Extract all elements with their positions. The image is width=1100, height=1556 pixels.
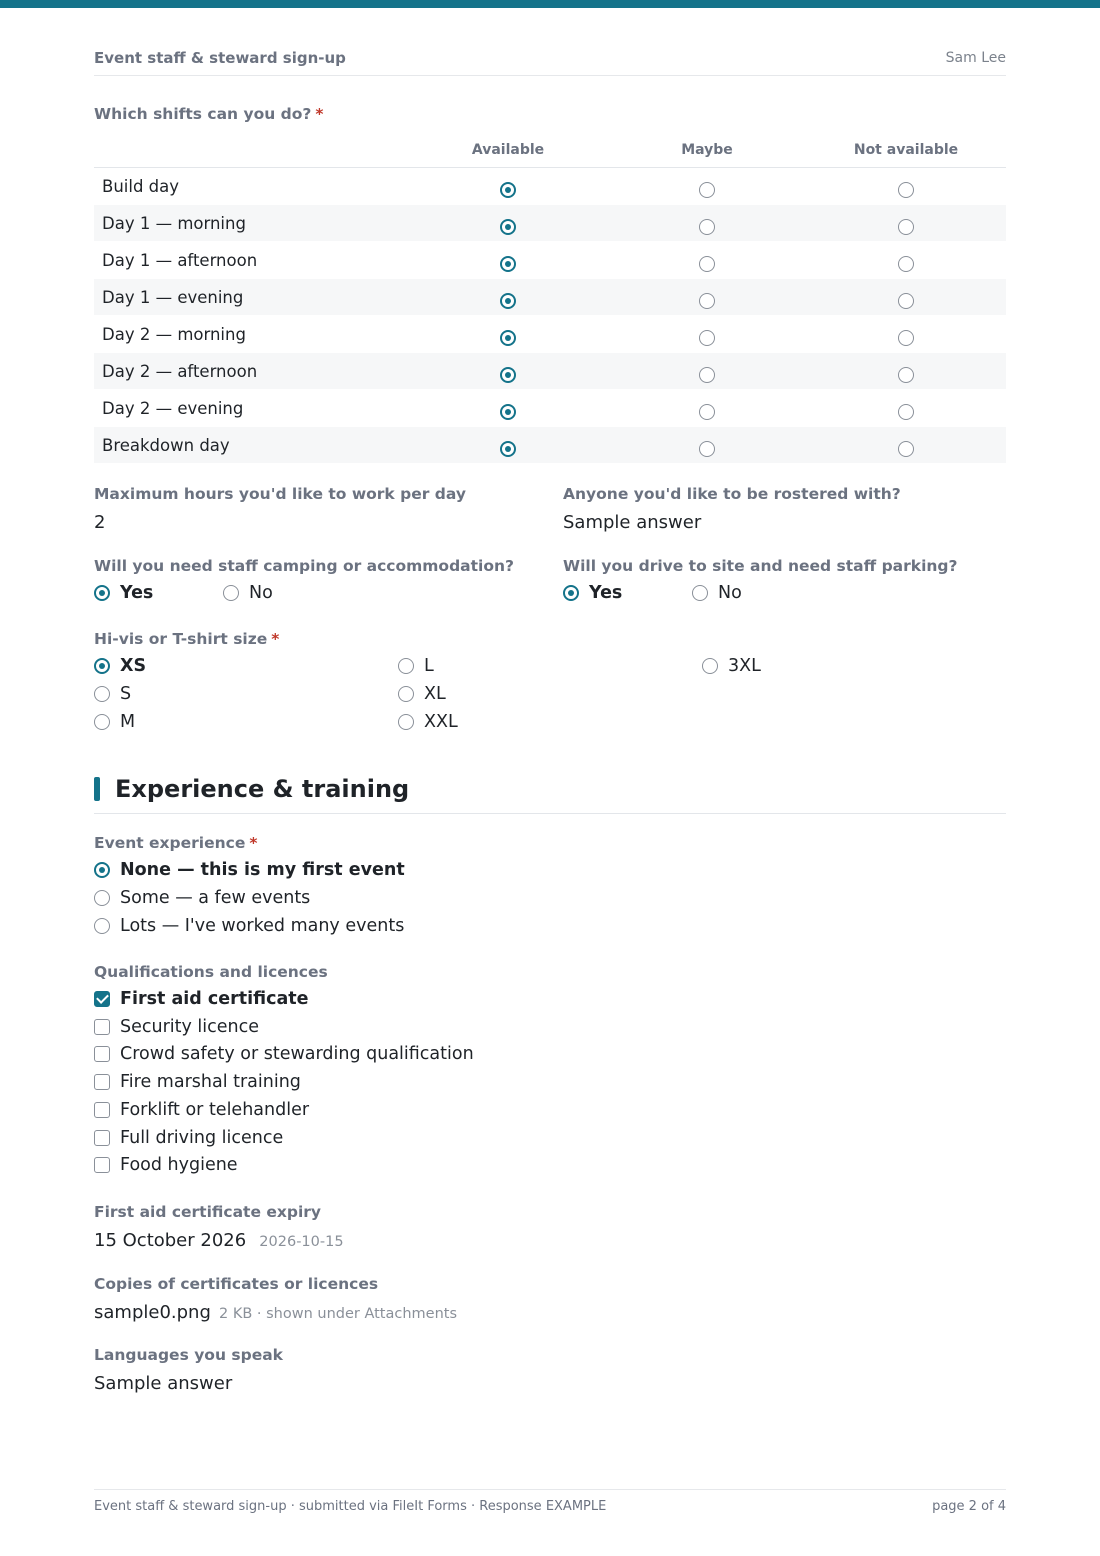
grid-cell — [500, 179, 516, 198]
radio-button[interactable] — [94, 585, 110, 601]
shirt-size-option-label: S — [120, 684, 132, 704]
grid-row-label: Day 2 — afternoon — [102, 362, 258, 381]
radio-button[interactable] — [500, 182, 516, 198]
shirt-size-option-label: M — [120, 712, 136, 732]
parking-option[interactable] — [563, 583, 622, 603]
accommodation-option[interactable] — [223, 583, 273, 603]
shirt-size-option-label: 3XL — [728, 656, 761, 676]
qualification-option-label: Full driving licence — [120, 1127, 284, 1148]
shirt-size-option-label: L — [424, 656, 434, 676]
grid-column-header: Available — [471, 142, 545, 158]
shirt-size-label-text: Hi-vis or T-shirt size — [94, 630, 268, 648]
qualification-option-label: Food hygiene — [120, 1155, 238, 1176]
rostered-with-label: Anyone you'd like to be rostered with? — [563, 485, 901, 503]
radio-button[interactable] — [500, 330, 516, 346]
shirt-size-option[interactable] — [398, 656, 434, 676]
radio-button[interactable] — [898, 293, 914, 309]
parking-label: Will you drive to site and need staff parking? — [563, 557, 958, 575]
section-title: Experience & training — [115, 775, 410, 803]
page-number: page 2 of 4 — [932, 1499, 1006, 1514]
qualification-option[interactable] — [94, 1128, 283, 1148]
grid-column-header: Maybe — [681, 142, 733, 158]
radio-button[interactable] — [898, 404, 914, 420]
grid-cell — [500, 216, 516, 235]
shirt-size-option[interactable] — [94, 712, 135, 732]
qualification-option[interactable] — [94, 989, 309, 1009]
grid-cell — [699, 327, 715, 346]
radio-button[interactable] — [94, 686, 110, 702]
attachment-meta: 2 KB · shown under Attachments — [218, 1306, 458, 1322]
radio-button[interactable] — [692, 585, 708, 601]
radio-button[interactable] — [94, 658, 110, 674]
checkbox[interactable] — [94, 1130, 110, 1146]
qualification-option[interactable] — [94, 1072, 301, 1092]
grid-cell — [500, 401, 516, 420]
grid-row — [94, 168, 1006, 205]
grid-cell — [699, 438, 715, 457]
grid-row — [94, 390, 1006, 427]
attachment-filename[interactable]: sample0.png — [94, 1302, 211, 1323]
qualification-option-label: Security licence — [120, 1016, 260, 1037]
max-hours-value: 2 — [94, 512, 106, 533]
page-header — [94, 46, 1006, 76]
experience-label — [94, 834, 257, 852]
grid-row-label: Day 1 — morning — [102, 214, 246, 233]
grid-cell — [898, 401, 914, 420]
radio-button[interactable] — [699, 330, 715, 346]
radio-button[interactable] — [500, 367, 516, 383]
grid-row-label: Build day — [102, 177, 180, 196]
radio-button[interactable] — [500, 404, 516, 420]
radio-button[interactable] — [94, 890, 110, 906]
radio-button[interactable] — [702, 658, 718, 674]
grid-row-label: Day 1 — afternoon — [102, 251, 258, 270]
grid-cell — [898, 216, 914, 235]
qualification-option-label: Forklift or telehandler — [120, 1099, 310, 1120]
experience-option-label: Some — a few events — [120, 888, 311, 908]
copies-label: Copies of certificates or licences — [94, 1275, 379, 1293]
grid-cell — [898, 364, 914, 383]
radio-button[interactable] — [898, 182, 914, 198]
radio-button[interactable] — [898, 256, 914, 272]
grid-cell — [699, 290, 715, 309]
footer-text: Event staff & steward sign-up · submitted via FileIt Forms · Response EXAMPLE — [94, 1499, 607, 1514]
required-mark: * — [271, 630, 280, 648]
grid-cell — [699, 179, 715, 198]
qualification-option[interactable] — [94, 1044, 474, 1064]
first-aid-expiry-iso: 2026-10-15 — [259, 1234, 344, 1250]
required-mark: * — [249, 834, 258, 852]
grid-cell — [699, 364, 715, 383]
radio-button[interactable] — [500, 441, 516, 457]
radio-button[interactable] — [500, 219, 516, 235]
shifts-grid-header — [94, 138, 1006, 168]
grid-cell — [898, 327, 914, 346]
radio-button[interactable] — [94, 918, 110, 934]
qualification-option[interactable] — [94, 1017, 259, 1037]
radio-button[interactable] — [94, 714, 110, 730]
grid-cell — [699, 253, 715, 272]
checkbox[interactable] — [94, 1157, 110, 1173]
radio-button[interactable] — [563, 585, 579, 601]
copies-answer — [94, 1302, 457, 1323]
page-footer — [94, 1489, 1006, 1519]
experience-option[interactable] — [94, 860, 405, 880]
languages-label: Languages you speak — [94, 1346, 283, 1364]
grid-cell — [699, 216, 715, 235]
radio-button[interactable] — [699, 367, 715, 383]
experience-option-label: Lots — I've worked many events — [120, 916, 405, 936]
radio-button[interactable] — [500, 256, 516, 272]
shirt-size-option-label: XXL — [424, 712, 458, 732]
radio-button[interactable] — [898, 219, 914, 235]
parking-option[interactable] — [692, 583, 742, 603]
accommodation-option[interactable] — [94, 583, 153, 603]
grid-row-label: Day 2 — evening — [102, 399, 244, 418]
form-title: Event staff & steward sign-up — [94, 49, 346, 67]
grid-cell — [898, 438, 914, 457]
grid-column-header: Not available — [853, 142, 959, 158]
accommodation-option-label: No — [249, 583, 273, 603]
grid-row-label: Day 1 — evening — [102, 288, 244, 307]
qualifications-label: Qualifications and licences — [94, 963, 328, 981]
grid-row-label: Day 2 — morning — [102, 325, 246, 344]
checkbox[interactable] — [94, 991, 110, 1007]
shifts-grid-rows — [94, 168, 1006, 464]
checkbox[interactable] — [94, 1046, 110, 1062]
parking-option-label: No — [718, 583, 742, 603]
radio-button[interactable] — [500, 293, 516, 309]
radio-button[interactable] — [94, 862, 110, 878]
grid-cell — [500, 253, 516, 272]
parking-option-label: Yes — [589, 583, 623, 603]
grid-cell — [898, 179, 914, 198]
radio-button[interactable] — [699, 441, 715, 457]
first-aid-expiry-label: First aid certificate expiry — [94, 1203, 322, 1221]
accommodation-option-label: Yes — [120, 583, 154, 603]
rostered-with-value: Sample answer — [563, 512, 702, 533]
first-aid-expiry-value: 15 October 2026 — [94, 1230, 247, 1251]
accommodation-label: Will you need staff camping or accommodation? — [94, 557, 515, 575]
experience-option[interactable] — [94, 888, 310, 908]
radio-button[interactable] — [699, 182, 715, 198]
shirt-size-option-label: XS — [120, 656, 147, 676]
radio-button[interactable] — [699, 219, 715, 235]
checkbox[interactable] — [94, 1019, 110, 1035]
radio-button[interactable] — [898, 367, 914, 383]
radio-button[interactable] — [223, 585, 239, 601]
grid-cell — [699, 401, 715, 420]
experience-option[interactable] — [94, 916, 404, 936]
shirt-size-option[interactable] — [398, 684, 446, 704]
shirt-size-option[interactable] — [702, 656, 761, 676]
grid-row — [94, 353, 1006, 390]
grid-cell — [500, 290, 516, 309]
radio-button[interactable] — [398, 686, 414, 702]
checkbox[interactable] — [94, 1102, 110, 1118]
shifts-label-text: Which shifts can you do? — [94, 105, 312, 123]
shirt-size-option[interactable] — [94, 656, 146, 676]
grid-cell — [898, 253, 914, 272]
radio-button[interactable] — [898, 441, 914, 457]
grid-row — [94, 427, 1006, 464]
experience-label-text: Event experience — [94, 834, 246, 852]
radio-button[interactable] — [398, 714, 414, 730]
section-header — [94, 776, 1006, 814]
shirt-size-option-label: XL — [424, 684, 446, 704]
qualification-option-label: First aid certificate — [120, 989, 309, 1009]
required-mark: * — [315, 105, 324, 123]
shirt-size-label — [94, 630, 279, 648]
grid-cell — [500, 327, 516, 346]
radio-button[interactable] — [898, 330, 914, 346]
radio-button[interactable] — [699, 404, 715, 420]
grid-row — [94, 316, 1006, 353]
qualification-option-label: Fire marshal training — [120, 1072, 301, 1093]
grid-cell — [898, 290, 914, 309]
radio-button[interactable] — [398, 658, 414, 674]
grid-cell — [500, 364, 516, 383]
qualification-option-label: Crowd safety or stewarding qualification — [120, 1044, 474, 1065]
top-accent-bar — [0, 0, 1100, 8]
shifts-question-label — [94, 105, 324, 123]
radio-button[interactable] — [699, 256, 715, 272]
shifts-grid — [94, 138, 1006, 464]
experience-option-label: None — this is my first event — [120, 860, 405, 880]
first-aid-expiry-answer — [94, 1230, 344, 1251]
respondent-name: Sam Lee — [945, 50, 1006, 66]
grid-row — [94, 205, 1006, 242]
radio-button[interactable] — [699, 293, 715, 309]
checkbox[interactable] — [94, 1074, 110, 1090]
grid-row — [94, 279, 1006, 316]
grid-row — [94, 242, 1006, 279]
qualification-option[interactable] — [94, 1100, 309, 1120]
max-hours-label: Maximum hours you'd like to work per day — [94, 485, 466, 503]
shirt-size-option[interactable] — [94, 684, 131, 704]
languages-value: Sample answer — [94, 1373, 233, 1394]
grid-cell — [500, 438, 516, 457]
grid-row-label: Breakdown day — [102, 436, 230, 455]
section-accent-bar — [94, 777, 100, 801]
shirt-size-option[interactable] — [398, 712, 458, 732]
qualification-option[interactable] — [94, 1155, 238, 1175]
